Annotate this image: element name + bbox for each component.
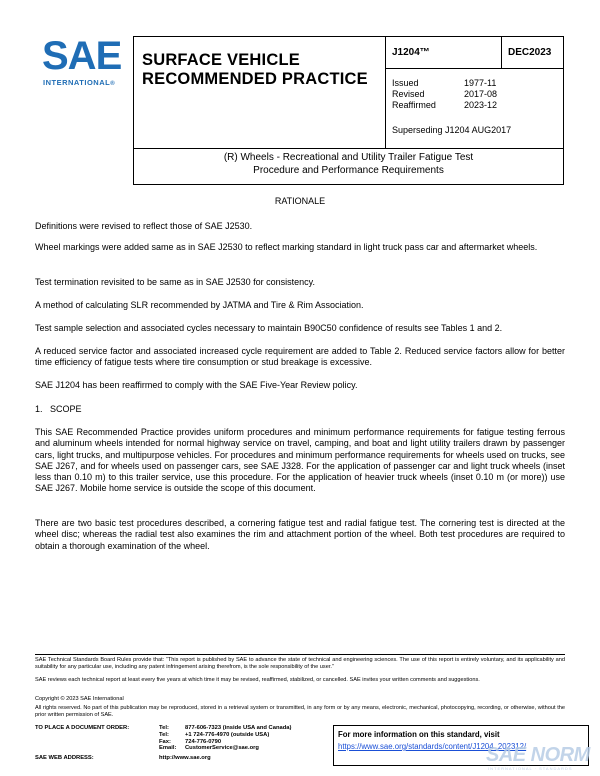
fax-value: 724-776-0790 bbox=[185, 738, 222, 745]
order-label: TO PLACE A DOCUMENT ORDER: bbox=[35, 725, 130, 731]
rationale-p5: Test sample selection and associated cycles necessary to maintain B90C50 confidence of results see Tables 1 and 2. bbox=[35, 323, 503, 333]
more-info-title: For more information on this standard, visit bbox=[338, 730, 500, 739]
footer-legal-p4: All rights reserved. No part of this publication may be reproduced, stored in a retrieval system or transmitted, in any form or by any means, electronic, mechanical, photocopying, recording, or otherwise, without the prior written permission of SAE. bbox=[35, 705, 565, 719]
rationale-p1: Definitions were revised to reflect those of SAE J2530. bbox=[35, 221, 253, 231]
history-labels: Issued Revised Reaffirmed bbox=[392, 78, 436, 110]
rationale-p2: Wheel markings were added same as in SAE J2530 to reflect marking standard in light truck pass car and aftermarket wheels. bbox=[35, 242, 538, 252]
watermark-subtext: INTERNATIONAL · STANDARDS bbox=[488, 766, 573, 771]
document-number: J1204™ bbox=[392, 47, 430, 58]
tel2-value: +1 724-776-4970 (outside USA) bbox=[185, 731, 270, 738]
footer-legal-p1: SAE Technical Standards Board Rules provide that: “This report is published by SAE to advance the state of technical and engineering sciences. The use of this report is entirely voluntary, and its applicability and suitability for any particular use, including any patent infringement arising therefrom, is the sole responsibility of the user.” bbox=[35, 657, 565, 671]
email-value[interactable]: CustomerService@sae.org bbox=[185, 745, 259, 752]
web-label: SAE WEB ADDRESS: bbox=[35, 755, 94, 762]
scope-p1: This SAE Recommended Practice provides uniform procedures and minimum performance requirements for fatigue testing ferrous and aluminum wheels intended for normal highway service on travel, camping, and boat and light utility trailers drawn by passenger cars, light trucks, and multipurpose vehicles. For procedures and minimum performance requirements for wheels used on trucks, see SAE J267, and for wheels used on passenger cars, see SAE J328. For the application of passenger car and light truck wheels (inset less than 0.10 m) to this trailer service, use this procedure. For the application of heavier truck wheels (inset 0.10 m (or more)) use SAE J267. Mobile home service is outside the scope of this document. bbox=[35, 427, 565, 494]
rationale-heading: RATIONALE bbox=[274, 196, 326, 206]
footer-copyright: Copyright © 2023 SAE International bbox=[35, 696, 124, 702]
sae-logo-mark: SAE bbox=[42, 34, 122, 78]
rationale-p7: SAE J1204 has been reaffirmed to comply with the SAE Five-Year Review policy. bbox=[35, 380, 358, 390]
document-title: (R) Wheels - Recreational and Utility Trailer Fatigue Test Procedure and Performance Requirements bbox=[223, 152, 474, 176]
standard-url-link[interactable]: https://www.sae.org/standards/content/J1204_202312/ bbox=[338, 742, 527, 751]
sae-logo bbox=[40, 34, 125, 89]
rationale-p3: Test termination revisited to be same as in SAE J2530 for consistency. bbox=[35, 277, 315, 287]
tel-value: 877-606-7323 (inside USA and Canada) bbox=[185, 725, 292, 731]
footer-legal-p2: SAE reviews each technical report at least every five years at which time it may be revised, reaffirmed, stabilized, or cancelled. SAE invites your written comments and suggestions. bbox=[35, 677, 480, 683]
superseding-note: Superseding J1204 AUG2017 bbox=[392, 125, 512, 135]
document-header-box bbox=[133, 36, 564, 185]
history-values: 1977-11 2017-08 2023-12 bbox=[464, 78, 498, 110]
document-type: SURFACE VEHICLE RECOMMENDED PRACTICE bbox=[142, 51, 368, 88]
sae-logo-subtitle: INTERNATIONAL® bbox=[43, 78, 116, 87]
scope-heading: 1. SCOPE bbox=[35, 404, 82, 414]
web-address-link[interactable]: http://www.sae.org bbox=[159, 755, 211, 762]
footer-divider bbox=[35, 654, 565, 655]
scope-p2: There are two basic test procedures described, a cornering fatigue test and radial fatigue test. The cornering test is directed at the wheel disc; whereas the radial test also examines the rim and attachment portion of the wheel. Both test procedures are required to obtain a thorough examination of the wheel. bbox=[35, 518, 565, 551]
watermark-text: SAE NORM bbox=[486, 744, 590, 766]
rationale-p6: A reduced service factor and associated increased cycle requirement are added to Table 2. Reduced service factors allow for better time efficiency of fatigue tests where tire consumption or stud breakage is excessive. bbox=[35, 346, 565, 368]
document-date: DEC2023 bbox=[508, 47, 552, 58]
rationale-p4: A method of calculating SLR recommended by JATMA and Tire & Rim Association. bbox=[35, 300, 364, 310]
sae-norm-watermark bbox=[486, 744, 598, 774]
order-info: TO PLACE A DOCUMENT ORDER: Tel: 877-606-7323 (inside USA and Canada) Tel: +1 724-776-4970 (outside USA) Fax: 724-776-0790 Email: CustomerService@sae.org SAE WEB ADDRESS: http://www.sae.org bbox=[35, 725, 292, 762]
